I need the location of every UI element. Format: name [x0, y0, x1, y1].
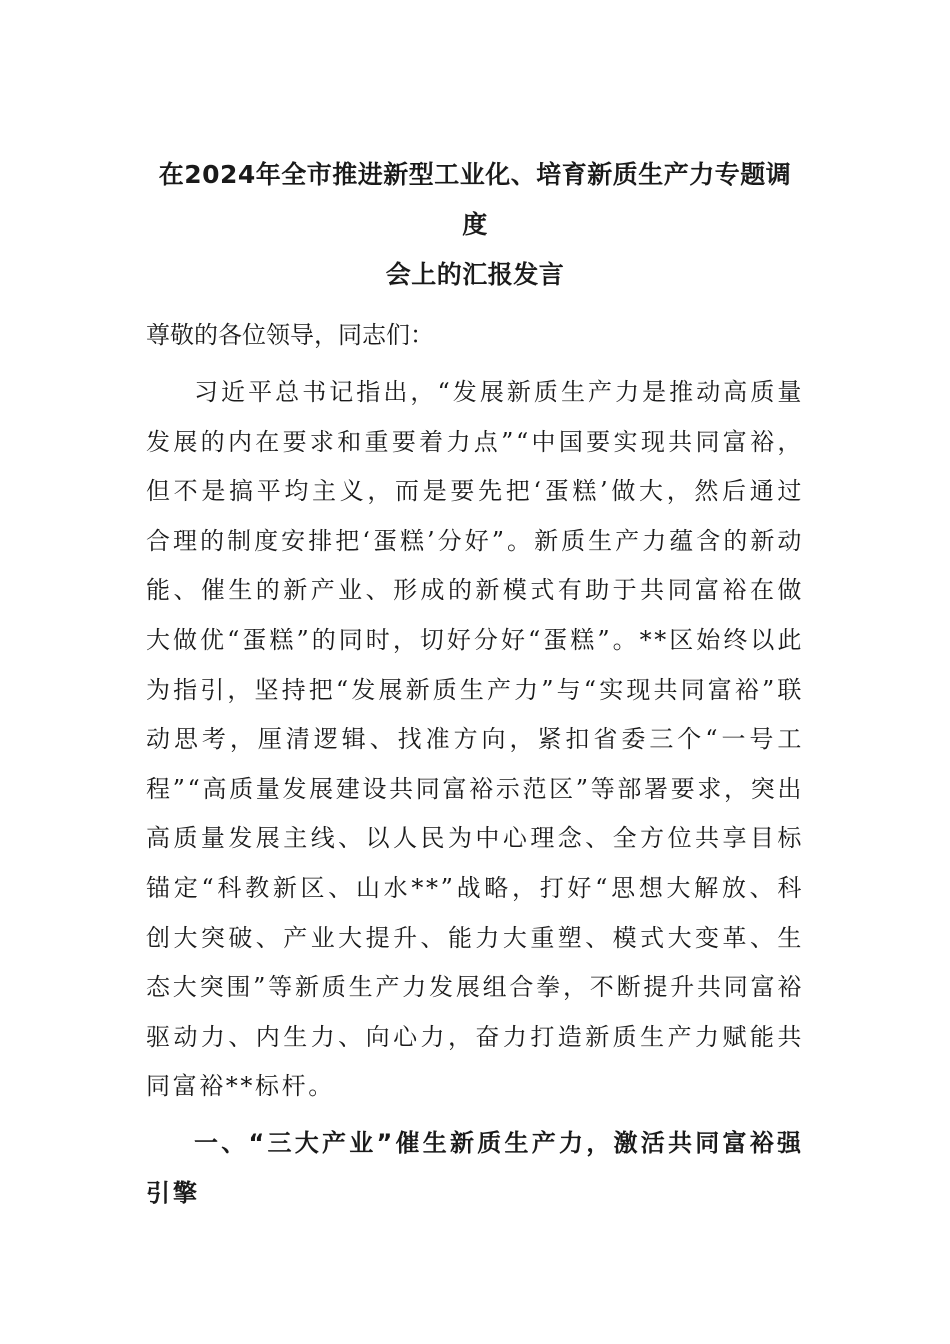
document-title [146, 150, 804, 300]
title-line-1: 在2024年全市推进新型工业化、培育新质生产力专题调度 [158, 160, 792, 239]
title-line-2: 会上的汇报发言 [385, 260, 565, 289]
body-paragraph: 习近平总书记指出，“发展新质生产力是推动高质量发展的内在要求和重要着力点”“中国要实现共同富裕，但不是搞平均主义，而是要先把‘蛋糕’做大，然后通过合理的制度安排把‘蛋糕’分好”。新质生产力蕴含的新动能、催生的新产业、形成的新模式有助于共同富裕在做大做优“蛋糕”的同时，切好分好“蛋糕”。**区始终以此为指引，坚持把“发展新质生产力”与“实现共同富裕”联动思考，厘清逻辑、找准方向，紧扣省委三个“一号工程”“高质量发展建设共同富裕示范区”等部署要求，突出高质量发展主线、以人民为中心理念、全方位共享目标锚定“科教新区、山水**”战略，打好“思想大解放、科创大突破、产业大提升、能力大重塑、模式大变革、生态大突围”等新质生产力发展组合拳，不断提升共同富裕驱动力、内生力、向心力，奋力打造新质生产力赋能共同富裕**标杆。 [146, 378, 804, 1101]
document-page [146, 150, 804, 1218]
section-heading: 一、“三大产业”催生新质生产力，激活共同富裕强引擎 [146, 1128, 804, 1207]
salutation: 尊敬的各位领导，同志们： [146, 321, 434, 349]
